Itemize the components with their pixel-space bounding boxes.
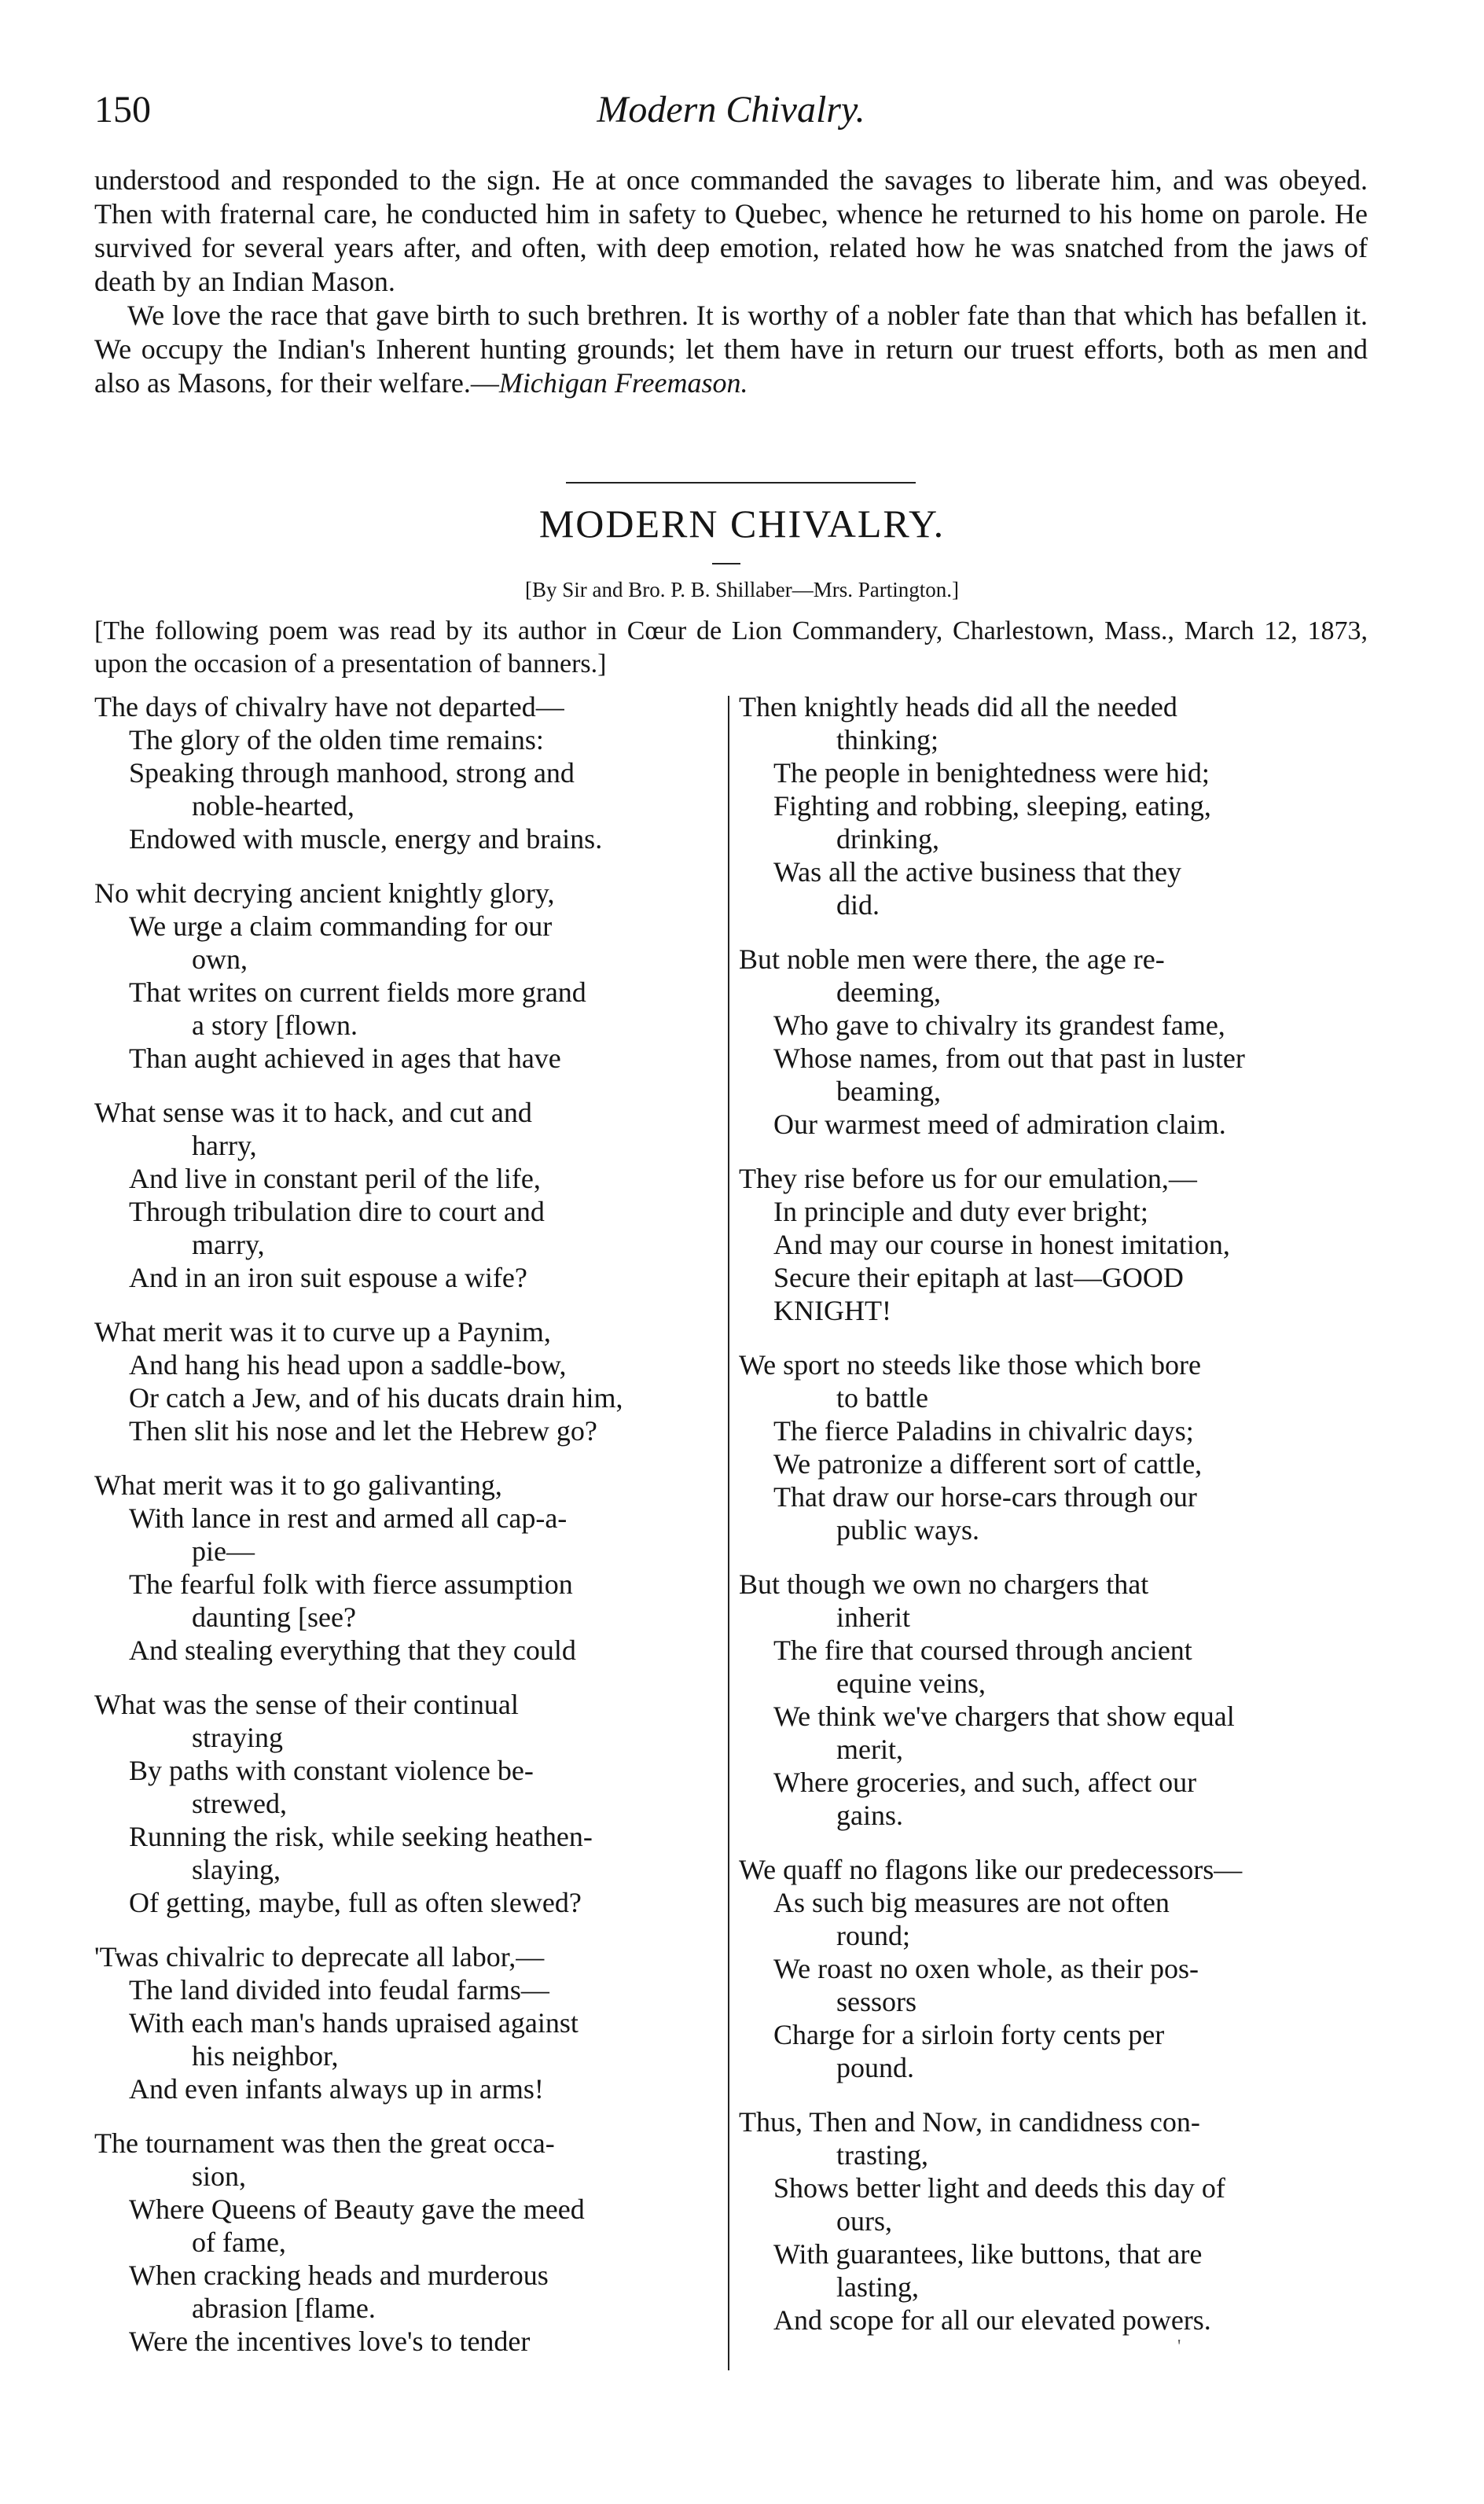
poem-line: abrasion [flame. <box>192 2293 376 2324</box>
poem-line: of fame, <box>192 2226 286 2258</box>
poem-line: As such big measures are not often <box>773 1887 1170 1918</box>
poem-stanza <box>94 690 723 855</box>
poem-line: With lance in rest and armed all cap-a- <box>129 1502 568 1534</box>
poem-line: The fire that coursed through ancient <box>773 1634 1192 1666</box>
poem-stanza <box>739 943 1368 1141</box>
poem-line: harry, <box>192 1130 257 1161</box>
poem-line: Secure their epitaph at last—GOOD <box>773 1262 1184 1293</box>
poem-line: straying <box>192 1722 283 1753</box>
poem-stanza <box>94 877 723 1075</box>
poem-line: marry, <box>192 1229 265 1260</box>
poem-line: own, <box>192 943 248 975</box>
poem-byline: [By Sir and Bro. P. B. Shillaber—Mrs. Partington.] <box>525 578 959 601</box>
poem-line: Running the risk, while seeking heathen- <box>129 1821 593 1852</box>
section-divider <box>566 482 916 484</box>
poem-line: When cracking heads and murderous <box>129 2259 549 2291</box>
poem-line: Our warmest meed of admiration claim. <box>773 1109 1226 1140</box>
poem-line: We urge a claim commanding for our <box>129 910 553 942</box>
intro-paragraph-2-text: We love the race that gave birth to such brethren. It is worthy of a nobler fate than that which has befallen it. We occupy the Indian's Inherent hunting grounds; let them have in return our truest efforts, both as men and also as Masons, for their welfare.— <box>94 300 1368 399</box>
poem-line: sion, <box>192 2160 247 2192</box>
poem-line: drinking, <box>836 823 939 855</box>
poem-line: his neighbor, <box>192 2040 339 2072</box>
poem-line: But noble men were there, the age re- <box>739 943 1165 975</box>
poem-line: round; <box>836 1920 910 1951</box>
poem-line: We think we've chargers that show equal <box>773 1701 1235 1732</box>
intro-paragraph-1: understood and responded to the sign. He at once commanded the savages to liberate him, and was obeyed. Then with fraternal care, he conducted him in safety to Quebec, whence he returned to his home on parole. He survived for several years after, and often, with deep emotion, related how he was snatched from the jaws of death by an Indian Mason. <box>94 164 1368 297</box>
running-title: Modern Chivalry. <box>597 89 865 131</box>
poem-title: MODERN CHIVALRY. <box>538 502 946 546</box>
column-divider <box>728 696 729 2370</box>
poem-stanza <box>94 2127 723 2358</box>
poem-stanza <box>739 690 1368 921</box>
poem-line: In principle and duty ever bright; <box>773 1196 1148 1227</box>
poem-line: Who gave to chivalry its grandest fame, <box>773 1009 1225 1041</box>
poem-line: What merit was it to go galivanting, <box>94 1469 502 1501</box>
poem-line: Thus, Then and Now, in candidness con- <box>739 2106 1200 2138</box>
poem-line: Was all the active business that they <box>773 856 1181 888</box>
poem-line: And may our course in honest imitation, <box>773 1229 1230 1260</box>
poem-line: And hang his head upon a saddle-bow, <box>129 1349 567 1381</box>
intro-text <box>94 164 1368 400</box>
poem-line: The land divided into feudal farms— <box>129 1974 549 2006</box>
poem-line: strewed, <box>192 1788 287 1819</box>
poem-stanza <box>94 1315 723 1447</box>
poem-line: deeming, <box>836 976 941 1008</box>
poem-left-column <box>94 690 723 2379</box>
poem-line: Then slit his nose and let the Hebrew go? <box>129 1415 597 1447</box>
poem-line: did. <box>836 889 880 921</box>
poem-line: Whose names, from out that past in luster <box>773 1042 1245 1074</box>
page-header <box>94 88 1368 159</box>
poem-line: KNIGHT! <box>773 1295 891 1326</box>
poem-stanza <box>94 1096 723 1294</box>
poem-line: And scope for all our elevated powers. <box>773 2304 1211 2336</box>
poem-line: trasting, <box>836 2139 928 2171</box>
poem-line: pie— <box>192 1535 255 1567</box>
poem-line: And in an iron suit espouse a wife? <box>129 1262 527 1293</box>
poem-line: We roast no oxen whole, as their pos- <box>773 1953 1199 1984</box>
poem-line: inherit <box>836 1601 910 1633</box>
poem-line: We patronize a different sort of cattle, <box>773 1448 1203 1480</box>
poem-line: What sense was it to hack, and cut and <box>94 1097 532 1128</box>
poem-line: And even infants always up in arms! <box>129 2073 544 2105</box>
poem-line: thinking; <box>836 724 939 756</box>
poem-line: Fighting and robbing, sleeping, eating, <box>773 790 1211 822</box>
poem-line: The days of chivalry have not departed— <box>94 691 564 723</box>
title-underline <box>712 563 740 564</box>
poem-line: Where groceries, and such, affect our <box>773 1767 1197 1798</box>
poem-line: By paths with constant violence be- <box>129 1755 534 1786</box>
poem-stanza <box>94 1688 723 1919</box>
poem-line: lasting, <box>836 2271 919 2303</box>
poem-line: pound. <box>836 2052 914 2083</box>
page-number: 150 <box>94 89 151 131</box>
poem-line: But though we own no chargers that <box>739 1568 1149 1600</box>
poem-line: Charge for a sirloin forty cents per <box>773 2019 1165 2050</box>
corner-mark: ' <box>1177 2337 1181 2357</box>
poem-line: sessors <box>836 1986 917 2017</box>
poem-stanza <box>739 2105 1368 2337</box>
poem-line: merit, <box>836 1734 903 1765</box>
poem-line: Shows better light and deeds this day of <box>773 2172 1225 2204</box>
poem-line: Endowed with muscle, energy and brains. <box>129 823 603 855</box>
poem-line: We quaff no flagons like our predecessors— <box>739 1854 1243 1885</box>
poem-line: We sport no steeds like those which bore <box>739 1349 1201 1381</box>
poem-line: And live in constant peril of the life, <box>129 1163 541 1194</box>
poem-line: a story [flown. <box>192 1009 358 1041</box>
poem-line: That draw our horse-cars through our <box>773 1481 1197 1513</box>
poem-note: [The following poem was read by its author in Cœur de Lion Commandery, Charlestown, Mass., March 12, 1873, upon the occasion of a presentation of banners.] <box>94 616 1368 678</box>
poem-line: public ways. <box>836 1514 979 1546</box>
poem-line: The glory of the olden time remains: <box>129 724 544 756</box>
poem-line: Than aught achieved in ages that have <box>129 1042 561 1074</box>
poem-stanza <box>94 1940 723 2105</box>
poem-stanza <box>94 1469 723 1667</box>
poem-line: With guarantees, like buttons, that are <box>773 2238 1203 2270</box>
poem-line: daunting [see? <box>192 1601 356 1633</box>
poem-line: The fearful folk with fierce assumption <box>129 1568 573 1600</box>
poem-line: to battle <box>836 1382 928 1414</box>
poem-stanza <box>739 1853 1368 2084</box>
poem-line: What was the sense of their continual <box>94 1689 519 1720</box>
poem-line: No whit decrying ancient knightly glory, <box>94 877 555 909</box>
poem-right-column <box>739 690 1368 2358</box>
poem-line: Through tribulation dire to court and <box>129 1196 545 1227</box>
poem-stanza <box>739 1568 1368 1832</box>
poem-line: Were the incentives love's to tender <box>129 2326 531 2357</box>
poem-stanza <box>739 1162 1368 1327</box>
poem-line: With each man's hands upraised against <box>129 2007 579 2039</box>
poem-line: beaming, <box>836 1076 941 1107</box>
poem-line: The people in benightedness were hid; <box>773 757 1210 789</box>
poem-line: The tournament was then the great occa- <box>94 2127 555 2159</box>
poem-line: equine veins, <box>836 1667 986 1699</box>
poem-line: Of getting, maybe, full as often slewed? <box>129 1887 582 1918</box>
intro-paragraph-2 <box>94 299 1368 400</box>
poem-line: That writes on current fields more grand <box>129 976 586 1008</box>
poem-line: Or catch a Jew, and of his ducats drain him, <box>129 1382 623 1414</box>
poem-line: slaying, <box>192 1854 281 1885</box>
poem-line: They rise before us for our emulation,— <box>739 1163 1197 1194</box>
poem-line: gains. <box>836 1800 903 1831</box>
poem-line: The fierce Paladins in chivalric days; <box>773 1415 1194 1447</box>
poem-stanza <box>739 1348 1368 1546</box>
poem-line: ours, <box>836 2205 892 2237</box>
poem-line: And stealing everything that they could <box>129 1634 576 1666</box>
poem-line: 'Twas chivalric to deprecate all labor,— <box>94 1941 545 1973</box>
poem-line: noble-hearted, <box>192 790 354 822</box>
poem-line: Speaking through manhood, strong and <box>129 757 575 789</box>
poem-line: Where Queens of Beauty gave the meed <box>129 2193 585 2225</box>
poem-line: Then knightly heads did all the needed <box>739 691 1177 723</box>
source-signoff: Michigan Freemason. <box>498 367 748 399</box>
poem-line: What merit was it to curve up a Paynim, <box>94 1316 551 1348</box>
